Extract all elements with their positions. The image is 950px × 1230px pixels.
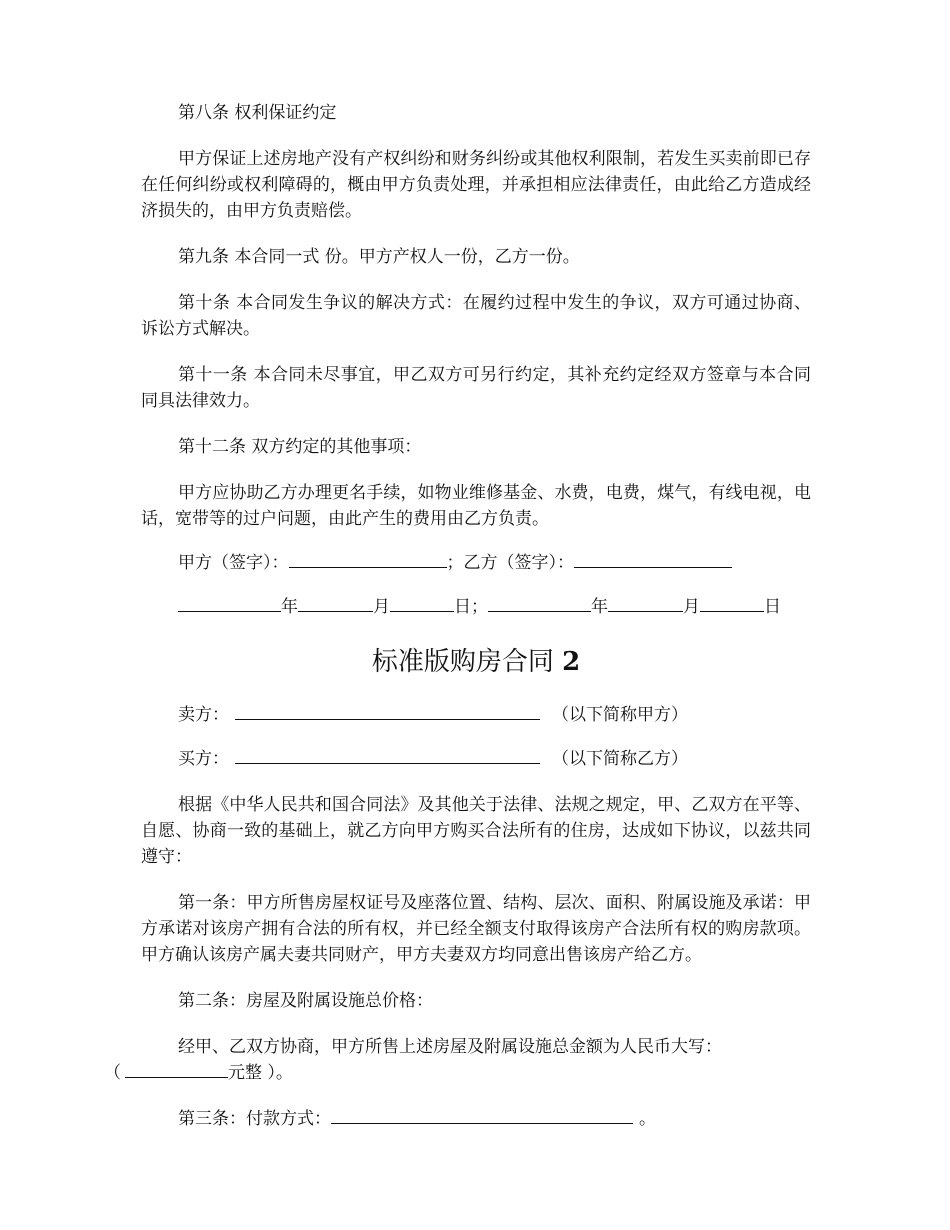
contract-title-number: 2	[562, 647, 581, 677]
party-a-day-field[interactable]	[390, 594, 454, 612]
article-1: 第一条：甲方所售房屋权证号及座落位置、结构、层次、面积、附属设施及承诺：甲方承诺对该房产拥有合法的所有权，并已经全额支付取得该房产合法所有权的购房款项。甲方确认该房产属夫妻共同财产，甲方夫妻双方均同意出售该房产给乙方。	[141, 893, 811, 965]
party-a-signature-field[interactable]	[289, 550, 447, 568]
party-b-day-field[interactable]	[700, 594, 764, 612]
year-label: 年	[281, 597, 298, 617]
document-page	[104, 100, 811, 1132]
signature-separator: ；	[446, 553, 464, 573]
party-b-year-field[interactable]	[488, 594, 591, 612]
buyer-line	[141, 746, 811, 772]
article-10: 第十条 本合同发生争议的解决方式：在履约过程中发生的争议，双方可通过协商、诉讼方式解决。	[141, 293, 811, 339]
month-label: 月	[373, 597, 390, 617]
party-b-signature-field[interactable]	[574, 550, 732, 568]
date-line	[141, 594, 811, 620]
year-label-b: 年	[591, 597, 608, 617]
article-8-body: 甲方保证上述房地产没有产权纠纷和财务纠纷或其他权利限制，若发生买卖前即已存在任何纠纷或权利障碍的，概由甲方负责处理，并承担相应法律责任，由此给乙方造成经济损失的，由甲方负责赔偿。	[141, 149, 811, 221]
day-label: 日	[454, 597, 471, 617]
amount-unit: 元整 ）。	[228, 1063, 293, 1083]
amount-paren-open: （	[104, 1063, 121, 1083]
article-2-body	[104, 1034, 811, 1086]
article-9: 第九条 本合同一式 份。甲方产权人一份，乙方一份。	[178, 247, 580, 267]
article-12-body: 甲方应协助乙方办理更名手续，如物业维修基金、水费，电费，煤气，有线电视，电话，宽带等的过户问题，由此产生的费用由乙方负责。	[141, 483, 811, 529]
contract-title	[141, 642, 811, 682]
article-2-title: 第二条：房屋及附属设施总价格：	[178, 991, 433, 1011]
seller-name-field[interactable]	[235, 702, 540, 720]
seller-line	[141, 702, 811, 728]
article-3-label: 第三条：付款方式：	[178, 1109, 331, 1129]
day-label-b: 日	[764, 597, 781, 617]
article-3	[141, 1106, 811, 1132]
contract-title-text: 标准版购房合同	[371, 647, 554, 677]
article-3-end: 。	[639, 1109, 656, 1129]
preamble: 根据《中华人民共和国合同法》及其他关于法律、法规之规定，甲、乙双方在平等、自愿、协商一致的基础上，就乙方向甲方购买合法所有的住房，达成如下协议，以兹共同遵守：	[141, 795, 811, 867]
signature-line	[141, 550, 811, 576]
buyer-name-field[interactable]	[235, 746, 540, 764]
article-2-text: 经甲、乙双方协商，甲方所售上述房屋及附属设施总金额为人民币大写：	[178, 1037, 722, 1057]
party-a-sign-label: 甲方（签字）：	[178, 553, 289, 573]
article-8-title: 第八条 权利保证约定	[178, 103, 337, 123]
seller-note: （以下简称甲方）	[552, 705, 688, 725]
payment-method-field[interactable]	[331, 1106, 633, 1124]
buyer-label: 买方：	[178, 749, 229, 769]
article-12-title: 第十二条 双方约定的其他事项：	[178, 437, 422, 457]
party-b-month-field[interactable]	[608, 594, 683, 612]
month-label-b: 月	[683, 597, 700, 617]
total-amount-field[interactable]	[125, 1060, 228, 1078]
party-a-year-field[interactable]	[178, 594, 281, 612]
party-a-month-field[interactable]	[298, 594, 373, 612]
buyer-note: （以下简称乙方）	[552, 749, 688, 769]
party-b-sign-label: 乙方（签字）：	[463, 553, 574, 573]
article-11: 第十一条 本合同未尽事宜，甲乙双方可另行约定，其补充约定经双方签章与本合同同具法律效力。	[141, 365, 811, 411]
date-separator: ；	[471, 597, 488, 617]
seller-label: 卖方：	[178, 705, 229, 725]
